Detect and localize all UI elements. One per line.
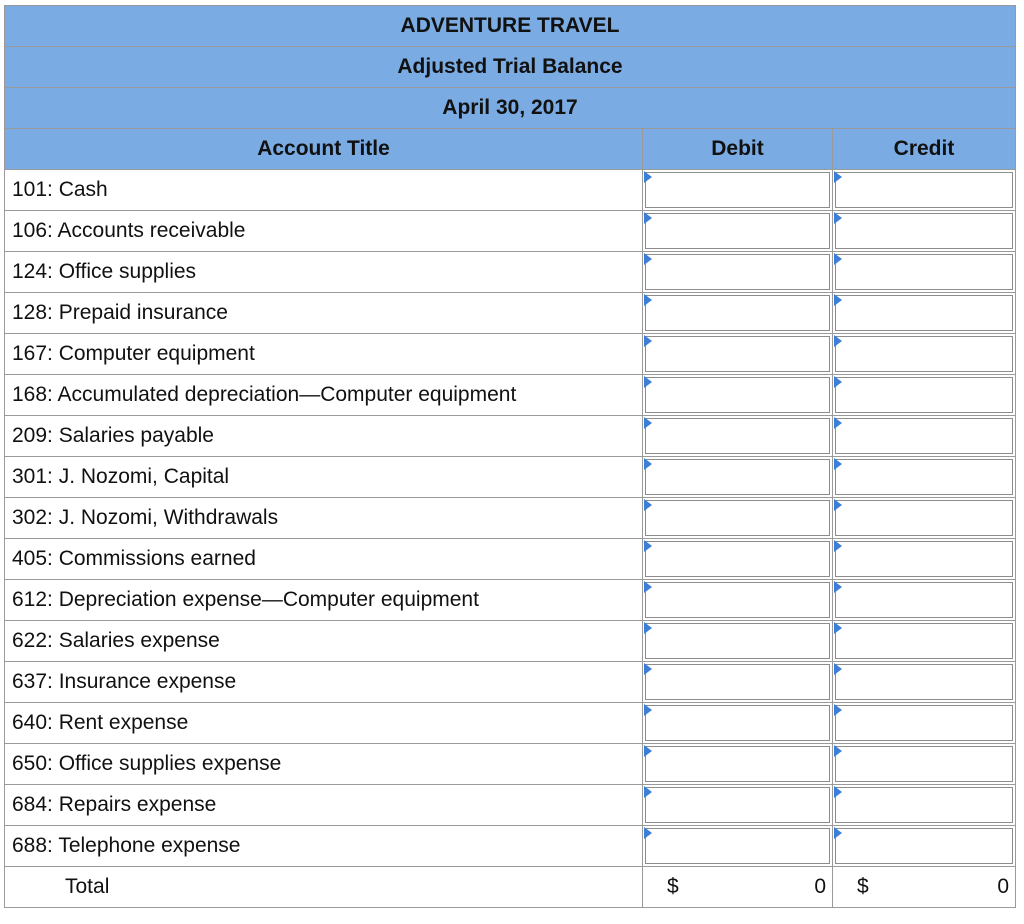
account-row	[5, 539, 1016, 580]
account-title: 302: J. Nozomi, Withdrawals	[5, 498, 643, 539]
debit-cell	[643, 293, 833, 334]
credit-input[interactable]	[835, 582, 1013, 618]
cell-marker-icon	[834, 745, 842, 757]
debit-currency-symbol: $	[667, 875, 679, 898]
cell-marker-icon	[644, 827, 652, 839]
debit-input[interactable]	[645, 418, 830, 454]
debit-cell	[643, 580, 833, 621]
debit-cell	[643, 662, 833, 703]
credit-cell	[833, 170, 1016, 211]
cell-marker-icon	[834, 663, 842, 675]
credit-cell	[833, 744, 1016, 785]
cell-marker-icon	[834, 827, 842, 839]
cell-marker-icon	[834, 622, 842, 634]
account-title: 128: Prepaid insurance	[5, 293, 643, 334]
credit-cell	[833, 375, 1016, 416]
account-row	[5, 293, 1016, 334]
account-title: 688: Telephone expense	[5, 826, 643, 867]
credit-cell	[833, 252, 1016, 293]
account-title: 622: Salaries expense	[5, 621, 643, 662]
debit-input[interactable]	[645, 254, 830, 290]
account-rows	[5, 170, 1016, 867]
total-label: Total	[5, 867, 643, 908]
credit-input[interactable]	[835, 172, 1013, 208]
account-title: 167: Computer equipment	[5, 334, 643, 375]
cell-marker-icon	[834, 335, 842, 347]
cell-marker-icon	[644, 335, 652, 347]
cell-marker-icon	[834, 786, 842, 798]
debit-input[interactable]	[645, 746, 830, 782]
credit-input[interactable]	[835, 254, 1013, 290]
credit-input[interactable]	[835, 541, 1013, 577]
cell-marker-icon	[834, 294, 842, 306]
account-title: 209: Salaries payable	[5, 416, 643, 457]
debit-input[interactable]	[645, 705, 830, 741]
account-row	[5, 170, 1016, 211]
credit-input[interactable]	[835, 500, 1013, 536]
cell-marker-icon	[834, 704, 842, 716]
cell-marker-icon	[834, 253, 842, 265]
debit-input[interactable]	[645, 500, 830, 536]
debit-cell	[643, 539, 833, 580]
debit-cell	[643, 703, 833, 744]
account-title: 106: Accounts receivable	[5, 211, 643, 252]
debit-input[interactable]	[645, 459, 830, 495]
credit-cell	[833, 703, 1016, 744]
cell-marker-icon	[834, 376, 842, 388]
account-row	[5, 457, 1016, 498]
credit-input[interactable]	[835, 705, 1013, 741]
debit-input[interactable]	[645, 664, 830, 700]
debit-cell	[643, 170, 833, 211]
credit-cell	[833, 457, 1016, 498]
credit-input[interactable]	[835, 295, 1013, 331]
debit-input[interactable]	[645, 377, 830, 413]
account-title: 637: Insurance expense	[5, 662, 643, 703]
credit-input[interactable]	[835, 623, 1013, 659]
account-title-header: Account Title	[5, 129, 643, 170]
credit-cell	[833, 662, 1016, 703]
account-row	[5, 416, 1016, 457]
account-title: 640: Rent expense	[5, 703, 643, 744]
account-row	[5, 662, 1016, 703]
credit-input[interactable]	[835, 459, 1013, 495]
credit-header: Credit	[833, 129, 1016, 170]
debit-cell	[643, 621, 833, 662]
company-name: ADVENTURE TRAVEL	[5, 6, 1016, 47]
cell-marker-icon	[834, 499, 842, 511]
credit-input[interactable]	[835, 336, 1013, 372]
debit-cell	[643, 334, 833, 375]
cell-marker-icon	[834, 212, 842, 224]
credit-currency-symbol: $	[857, 875, 869, 898]
cell-marker-icon	[834, 417, 842, 429]
account-row	[5, 211, 1016, 252]
account-row	[5, 375, 1016, 416]
report-title: Adjusted Trial Balance	[5, 47, 1016, 88]
debit-cell	[643, 211, 833, 252]
debit-input[interactable]	[645, 336, 830, 372]
cell-marker-icon	[644, 540, 652, 552]
cell-marker-icon	[834, 581, 842, 593]
trial-balance-table	[4, 5, 1016, 908]
credit-cell	[833, 211, 1016, 252]
account-row	[5, 785, 1016, 826]
debit-cell	[643, 457, 833, 498]
credit-cell	[833, 498, 1016, 539]
account-title: 124: Office supplies	[5, 252, 643, 293]
account-title: 650: Office supplies expense	[5, 744, 643, 785]
credit-input[interactable]	[835, 746, 1013, 782]
credit-total-value: 0	[997, 875, 1010, 898]
account-row	[5, 826, 1016, 867]
debit-input[interactable]	[645, 172, 830, 208]
cell-marker-icon	[644, 417, 652, 429]
account-row	[5, 703, 1016, 744]
cell-marker-icon	[644, 622, 652, 634]
debit-cell	[643, 498, 833, 539]
credit-cell	[833, 293, 1016, 334]
total-row	[5, 867, 1016, 908]
debit-input[interactable]	[645, 828, 830, 864]
debit-cell	[643, 785, 833, 826]
credit-cell	[833, 334, 1016, 375]
account-title: 101: Cash	[5, 170, 643, 211]
cell-marker-icon	[644, 458, 652, 470]
cell-marker-icon	[834, 458, 842, 470]
account-title: 612: Depreciation expense—Computer equipment	[5, 580, 643, 621]
credit-cell	[833, 539, 1016, 580]
debit-input[interactable]	[645, 213, 830, 249]
debit-input[interactable]	[645, 623, 830, 659]
cell-marker-icon	[644, 171, 652, 183]
credit-cell	[833, 826, 1016, 867]
credit-cell	[833, 785, 1016, 826]
report-date: April 30, 2017	[5, 88, 1016, 129]
debit-total	[643, 867, 833, 908]
credit-input[interactable]	[835, 828, 1013, 864]
cell-marker-icon	[834, 171, 842, 183]
cell-marker-icon	[644, 786, 652, 798]
credit-input[interactable]	[835, 787, 1013, 823]
account-title: 684: Repairs expense	[5, 785, 643, 826]
debit-cell	[643, 744, 833, 785]
cell-marker-icon	[644, 294, 652, 306]
debit-input[interactable]	[645, 541, 830, 577]
account-row	[5, 744, 1016, 785]
account-row	[5, 580, 1016, 621]
cell-marker-icon	[834, 540, 842, 552]
debit-cell	[643, 375, 833, 416]
cell-marker-icon	[644, 212, 652, 224]
account-row	[5, 621, 1016, 662]
debit-input[interactable]	[645, 582, 830, 618]
credit-input[interactable]	[835, 418, 1013, 454]
account-row	[5, 498, 1016, 539]
cell-marker-icon	[644, 663, 652, 675]
credit-cell	[833, 621, 1016, 662]
account-title: 301: J. Nozomi, Capital	[5, 457, 643, 498]
account-title: 405: Commissions earned	[5, 539, 643, 580]
cell-marker-icon	[644, 376, 652, 388]
credit-input[interactable]	[835, 377, 1013, 413]
cell-marker-icon	[644, 581, 652, 593]
debit-cell	[643, 826, 833, 867]
debit-input[interactable]	[645, 295, 830, 331]
account-row	[5, 252, 1016, 293]
cell-marker-icon	[644, 499, 652, 511]
debit-total-value: 0	[814, 875, 826, 898]
cell-marker-icon	[644, 253, 652, 265]
credit-input[interactable]	[835, 664, 1013, 700]
account-row	[5, 334, 1016, 375]
debit-cell	[643, 252, 833, 293]
debit-header: Debit	[643, 129, 833, 170]
credit-cell	[833, 416, 1016, 457]
account-title: 168: Accumulated depreciation—Computer equipment	[5, 375, 643, 416]
credit-input[interactable]	[835, 213, 1013, 249]
credit-cell	[833, 580, 1016, 621]
cell-marker-icon	[644, 704, 652, 716]
debit-cell	[643, 416, 833, 457]
debit-input[interactable]	[645, 787, 830, 823]
credit-total	[833, 867, 1016, 908]
cell-marker-icon	[644, 745, 652, 757]
